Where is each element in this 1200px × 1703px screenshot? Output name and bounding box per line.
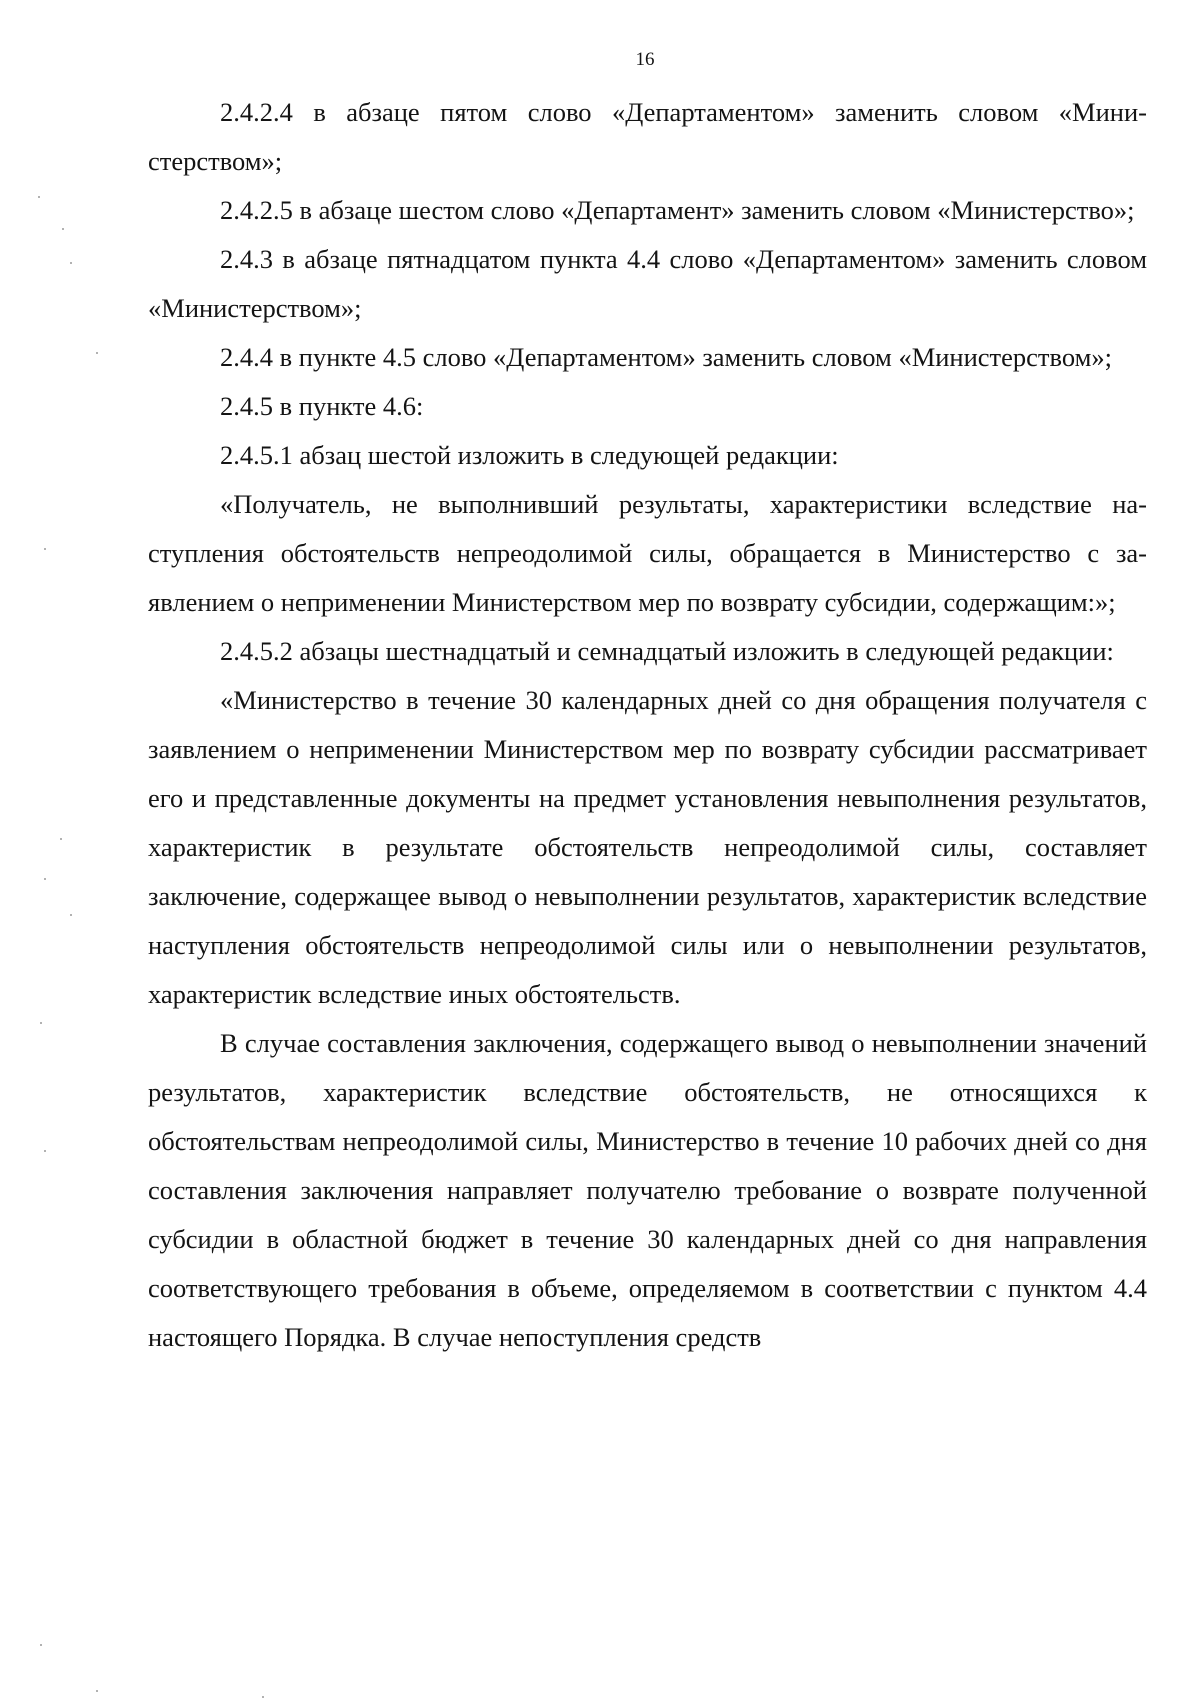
scan-speck bbox=[44, 1150, 46, 1152]
paragraph-2-4-5-2: 2.4.5.2 абзацы шестнадцатый и семнадцатый изложить в следующей редакции: bbox=[220, 636, 1114, 666]
paragraph-quote-recipient: «Получатель, не выполнивший результаты, характеристики вследствие наступления обстоятельств непреодолимой силы, обращается в Министерство с заявлением о неприменении Министерством мер по возврату субсидии, содержащим:»; bbox=[148, 489, 1147, 617]
scan-speck bbox=[70, 262, 72, 264]
scan-speck bbox=[40, 1022, 42, 1024]
paragraph-2-4-3: 2.4.3 в абзаце пятнадцатом пункта 4.4 слово «Департаментом» заменить словом «Министерством»; bbox=[148, 244, 1147, 323]
paragraph-conclusion-case: В случае составления заключения, содержащего вывод о невыполнении значений результатов, характеристик вследствие обстоятельств, не относящихся к обстоятельствам непреодолимой силы, Министерство в течение 10 рабочих дней со дня составления заключения направляет получателю требование о возврате полученной субсидии в областной бюджет в течение 30 календарных дней со дня направления соответствующего требования в объеме, определяемом в соответствии с пунктом 4.4 настоящего Порядка. В случае непоступления средств bbox=[148, 1028, 1147, 1352]
paragraph-2-4-5-1: 2.4.5.1 абзац шестой изложить в следующей редакции: bbox=[220, 440, 839, 470]
paragraph-2-4-5: 2.4.5 в пункте 4.6: bbox=[220, 391, 424, 421]
scan-speck bbox=[96, 352, 98, 354]
paragraph-2-4-2-5: 2.4.2.5 в абзаце шестом слово «Департамент» заменить словом «Министерство»; bbox=[220, 195, 1135, 225]
scan-speck bbox=[38, 196, 40, 198]
paragraph-2-4-2-4: 2.4.2.4 в абзаце пятом слово «Департаментом» заменить словом «Министерством»; bbox=[148, 97, 1147, 176]
scan-speck bbox=[40, 1644, 42, 1646]
page-number: 16 bbox=[635, 49, 655, 70]
scan-speck bbox=[96, 1690, 98, 1692]
scan-speck bbox=[70, 914, 72, 916]
scan-speck bbox=[44, 548, 46, 550]
scan-speck bbox=[262, 1696, 264, 1698]
scan-speck bbox=[60, 838, 62, 840]
document-body bbox=[148, 88, 1147, 1362]
paragraph-quote-ministry: «Министерство в течение 30 календарных дней со дня обращения получателя с заявлением о неприменении Министерством мер по возврату субсидии рассматривает его и представленные документы на предмет установления невыполнения результатов, характеристик в результате обстоятельств непреодолимой силы, составляет заключение, содержащее вывод о невыполнении результатов, характеристик вследствие наступления обстоятельств непреодолимой силы или о невыполнении результатов, характеристик вследствие иных обстоятельств. bbox=[148, 685, 1147, 1009]
scan-speck bbox=[44, 878, 46, 880]
scan-speck bbox=[62, 228, 64, 230]
paragraph-2-4-4: 2.4.4 в пункте 4.5 слово «Департаментом» заменить словом «Министерством»; bbox=[220, 342, 1112, 372]
